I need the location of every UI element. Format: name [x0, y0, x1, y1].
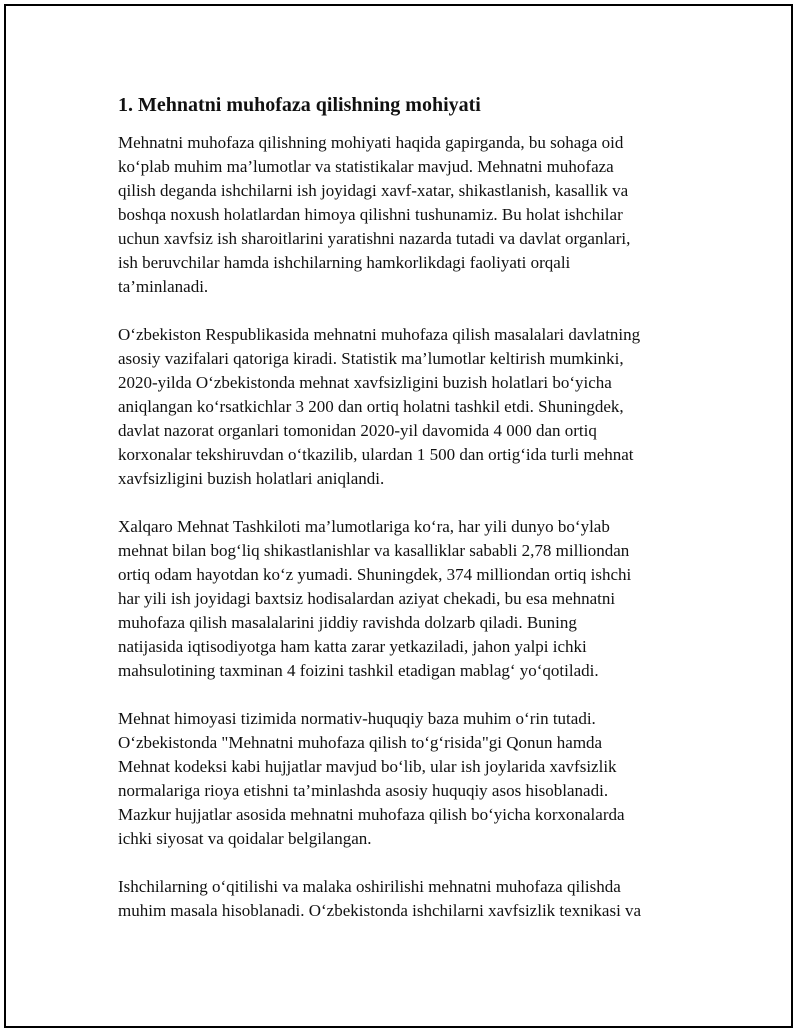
paragraph-line: xavfsizligini buzish holatlari aniqlandi.: [118, 469, 385, 488]
paragraph-line: qilish deganda ishchilarni ish joyidagi xavf-xatar, shikastlanish, kasallik va: [118, 181, 629, 200]
paragraph-line: boshqa noxush holatlardan himoya qilishni tushunamiz. Bu holat ishchilar: [118, 205, 623, 224]
paragraph-3: [118, 515, 698, 683]
section-heading: 1. Mehnatni muhofaza qilishning mohiyati: [118, 94, 481, 116]
paragraph-line: Mehnatni muhofaza qilishning mohiyati haqida gapirganda, bu sohaga oid: [118, 133, 624, 152]
paragraph-1: [118, 131, 698, 299]
paragraph-line: korxonalar tekshiruvdan o‘tkazilib, ulardan 1 500 dan ortig‘ida turli mehnat: [118, 445, 634, 464]
paragraph-4: [118, 707, 698, 851]
paragraph-line: ish beruvchilar hamda ishchilarning hamkorlikdagi faoliyati orqali: [118, 253, 571, 272]
paragraph-line: Ishchilarning o‘qitilishi va malaka oshirilishi mehnatni muhofaza qilishda: [118, 877, 621, 896]
paragraph-line: har yili ish joyidagi baxtsiz hodisalardan aziyat chekadi, bu esa mehnatni: [118, 589, 616, 608]
paragraph-line: ortiq odam hayotdan ko‘z yumadi. Shuningdek, 374 milliondan ortiq ishchi: [118, 565, 632, 584]
paragraph-line: davlat nazorat organlari tomonidan 2020-yil davomida 4 000 dan ortiq: [118, 421, 597, 440]
paragraph-line: mehnat bilan bog‘liq shikastlanishlar va kasalliklar sababli 2,78 milliondan: [118, 541, 630, 560]
paragraph-line: mahsulotining taxminan 4 foizini tashkil etadigan mablag‘ yo‘qotiladi.: [118, 661, 599, 680]
paragraph-line: normalariga rioya etishni ta’minlashda asosiy huquqiy asos hisoblanadi.: [118, 781, 609, 800]
paragraph-line: ta’minlanadi.: [118, 277, 209, 296]
paragraph-line: O‘zbekistonda "Mehnatni muhofaza qilish to‘g‘risida"gi Qonun hamda: [118, 733, 603, 752]
paragraph-2: [118, 323, 698, 491]
paragraph-line: Mehnat kodeksi kabi hujjatlar mavjud bo‘lib, ular ish joylarida xavfsizlik: [118, 757, 617, 776]
paragraph-line: Mazkur hujjatlar asosida mehnatni muhofaza qilish bo‘yicha korxonalarda: [118, 805, 625, 824]
paragraph-line: Xalqaro Mehnat Tashkiloti ma’lumotlariga ko‘ra, har yili dunyo bo‘ylab: [118, 517, 610, 536]
paragraph-5: [118, 875, 698, 923]
paragraph-line: ko‘plab muhim ma’lumotlar va statistikalar mavjud. Mehnatni muhofaza: [118, 157, 614, 176]
document-body: [118, 93, 698, 947]
paragraph-line: asosiy vazifalari qatoriga kiradi. Statistik ma’lumotlar keltirish mumkinki,: [118, 349, 624, 368]
paragraph-line: O‘zbekiston Respublikasida mehnatni muhofaza qilish masalalari davlatning: [118, 325, 641, 344]
paragraph-line: muhofaza qilish masalalarini jiddiy ravishda dolzarb qiladi. Buning: [118, 613, 577, 632]
paragraph-line: aniqlangan ko‘rsatkichlar 3 200 dan ortiq holatni tashkil etdi. Shuningdek,: [118, 397, 624, 416]
paragraph-line: uchun xavfsiz ish sharoitlarini yaratishni nazarda tutadi va davlat organlari,: [118, 229, 631, 248]
paragraph-line: muhim masala hisoblanadi. O‘zbekistonda ishchilarni xavfsizlik texnikasi va: [118, 901, 642, 920]
paragraph-line: 2020-yilda O‘zbekistonda mehnat xavfsizligini buzish holatlari bo‘yicha: [118, 373, 612, 392]
paragraph-line: Mehnat himoyasi tizimida normativ-huquqiy baza muhim o‘rin tutadi.: [118, 709, 596, 728]
paragraph-line: ichki siyosat va qoidalar belgilangan.: [118, 829, 372, 848]
paragraph-line: natijasida iqtisodiyotga ham katta zarar yetkaziladi, jahon yalpi ichki: [118, 637, 587, 656]
